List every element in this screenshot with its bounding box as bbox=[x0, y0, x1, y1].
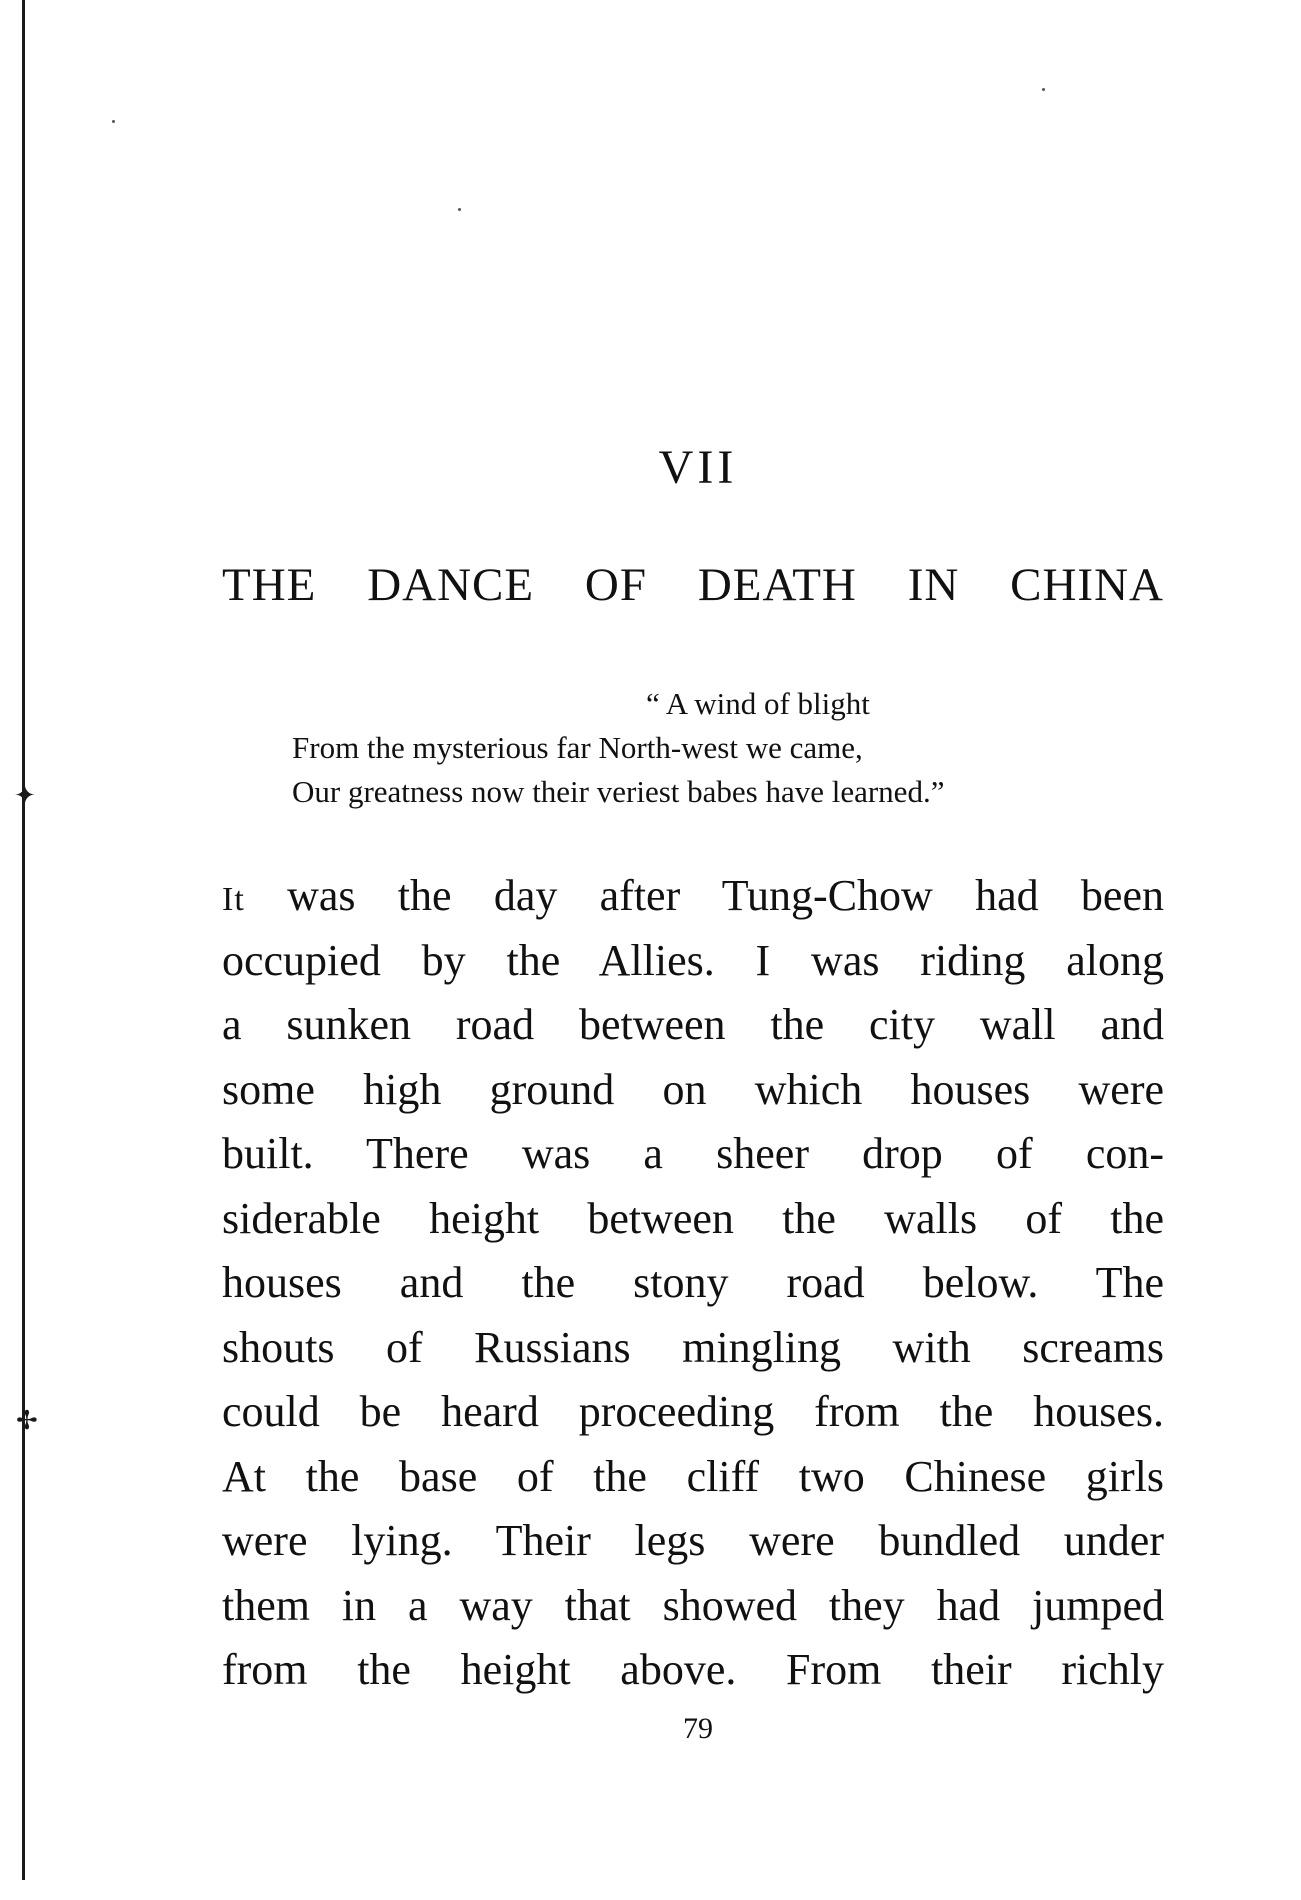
drop-smallcaps-word: It bbox=[222, 881, 245, 918]
body-line bbox=[222, 864, 1164, 929]
body-line: a sunken road between the city wall and bbox=[222, 1000, 1164, 1049]
chapter-title-word: DANCE bbox=[367, 559, 535, 611]
body-line: could be heard proceeding from the houses. bbox=[222, 1387, 1164, 1436]
epigraph-line: “ A wind of blight bbox=[646, 686, 870, 721]
body-line: At the base of the cliff two Chinese girls bbox=[222, 1451, 1164, 1501]
gutter-ornament-icon: ✦ bbox=[14, 781, 36, 811]
epigraph bbox=[292, 682, 944, 814]
body-line: shouts of Russians mingling with screams bbox=[222, 1322, 1164, 1372]
binding-gutter-line bbox=[22, 0, 25, 1880]
body-line: them in a way that showed they had jumped bbox=[222, 1580, 1164, 1630]
epigraph-line: Our greatness now their veriest babes have learned.” bbox=[292, 774, 945, 809]
chapter-title-word: CHINA bbox=[1010, 559, 1164, 611]
body-line-text: was the day after Tung-Chow had been bbox=[244, 871, 1164, 920]
body-line: siderable height between the walls of the bbox=[222, 1193, 1164, 1243]
body-line: some high ground on which houses were bbox=[222, 1064, 1164, 1114]
scan-speck bbox=[1042, 88, 1045, 91]
scan-speck bbox=[458, 208, 461, 211]
chapter-title bbox=[222, 558, 1164, 612]
body-line: occupied by the Allies. I was riding along bbox=[222, 935, 1164, 985]
gutter-ornament-icon: ✢ bbox=[16, 1406, 38, 1436]
chapter-title-word: OF bbox=[584, 559, 648, 611]
body-line: houses and the stony road below. The bbox=[222, 1258, 1164, 1307]
chapter-title-word: IN bbox=[907, 559, 960, 611]
chapter-number: VII bbox=[658, 441, 738, 494]
chapter-title-word: DEATH bbox=[697, 559, 857, 611]
scan-speck bbox=[112, 120, 115, 123]
chapter-title-word: THE bbox=[222, 559, 317, 611]
page-number: 79 bbox=[683, 1712, 713, 1745]
body-line: from the height above. From their richly bbox=[222, 1645, 1164, 1694]
body-paragraph bbox=[222, 864, 1164, 1703]
body-line: were lying. Their legs were bundled under bbox=[222, 1516, 1164, 1565]
epigraph-line: From the mysterious far North-west we came, bbox=[292, 730, 863, 765]
body-line: built. There was a sheer drop of con- bbox=[222, 1129, 1164, 1178]
